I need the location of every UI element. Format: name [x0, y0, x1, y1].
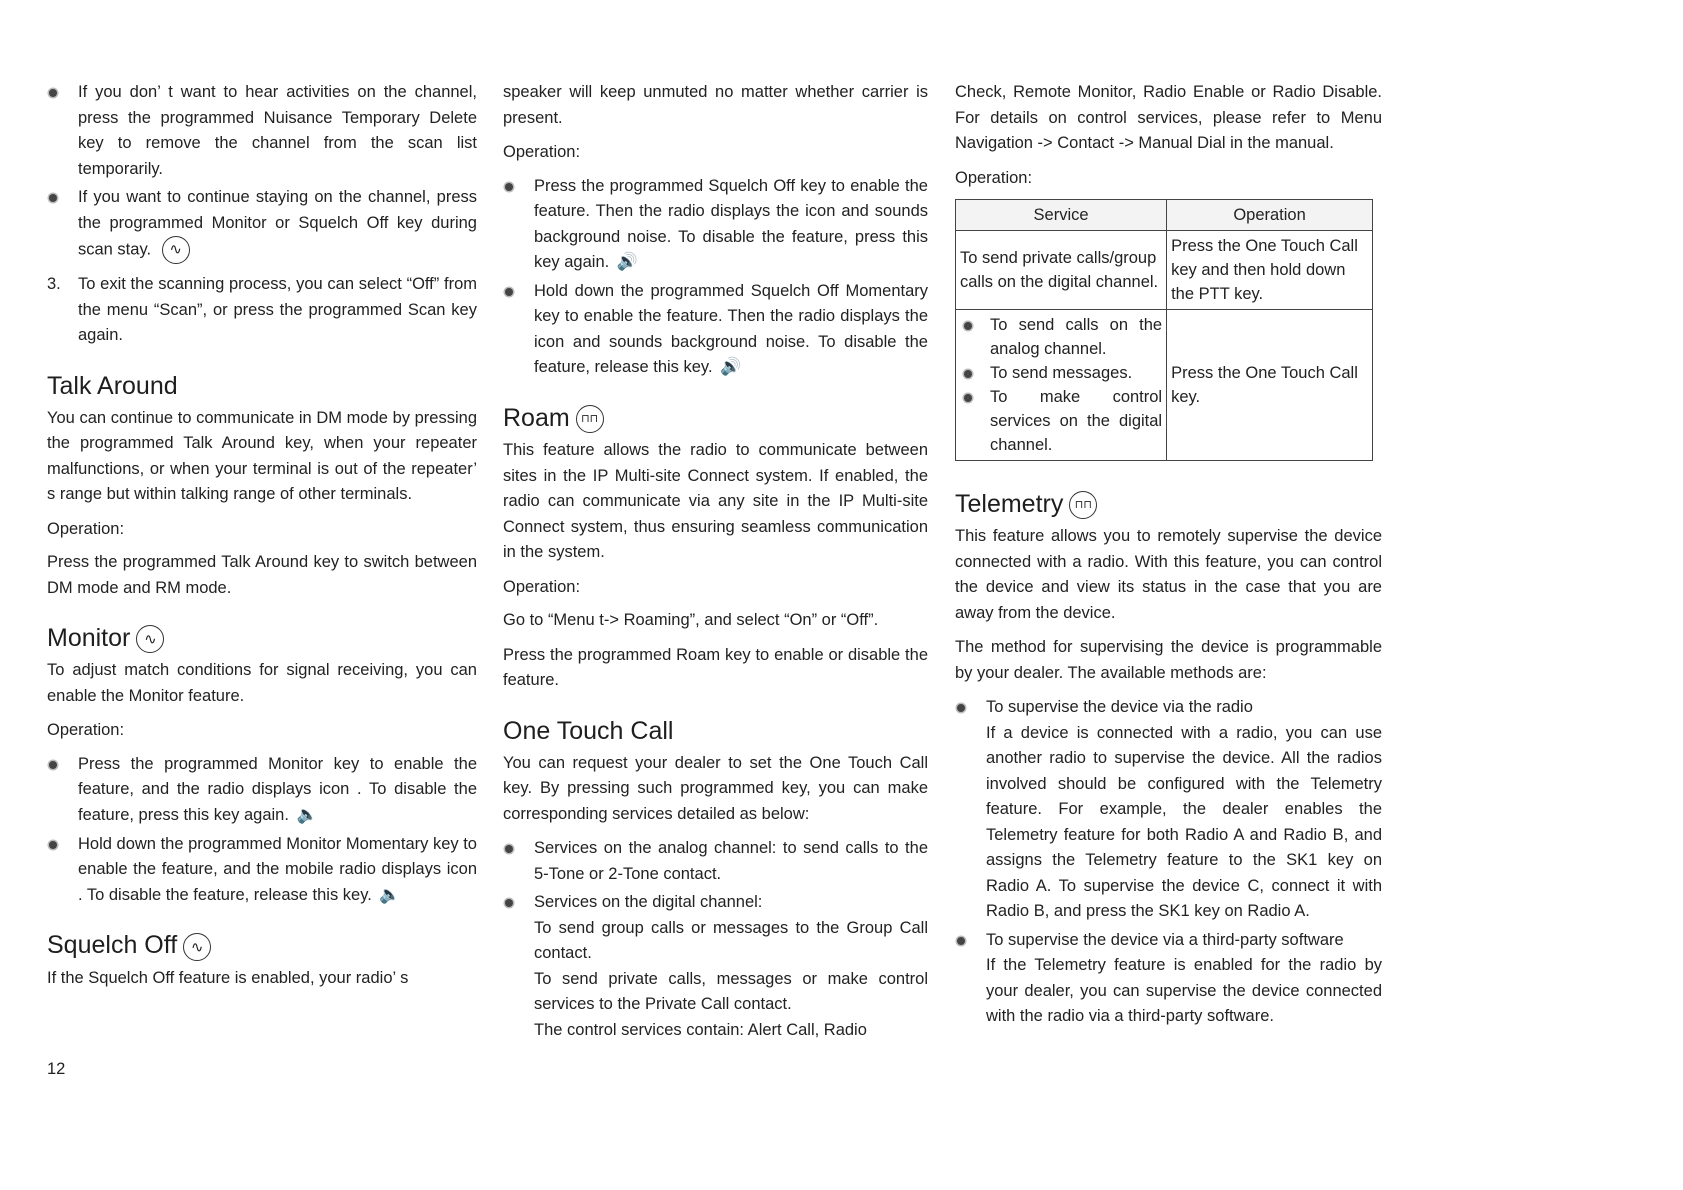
- table-cell-service: [956, 310, 1167, 461]
- bullet-icon: [49, 89, 57, 97]
- one-touch-digital-private: To send private calls, messages or make control services to the Private Call contact.: [534, 969, 928, 1014]
- bullet-icon: [957, 937, 965, 945]
- bullet-icon: [505, 845, 513, 853]
- list-item: To send calls on the analog channel.: [960, 313, 1162, 361]
- bullet-icon: [964, 394, 972, 402]
- list-item: To make control services on the digital channel.: [960, 385, 1162, 457]
- section-title-squelch-off: Squelch Off ∿: [47, 930, 477, 960]
- table-cell-service: To send private calls/group calls on the digital channel.: [956, 231, 1167, 310]
- list-item: [503, 174, 928, 276]
- list-item: [503, 890, 928, 1043]
- analog-wave-icon: ∿: [183, 933, 211, 961]
- speaker-icon: 🔈: [296, 804, 318, 825]
- bullet-icon: [49, 841, 57, 849]
- operation-label: Operation:: [503, 143, 581, 161]
- bullet-icon: [505, 288, 513, 296]
- talk-around-operation: Press the programmed Talk Around key to switch between DM mode and RM mode.: [47, 553, 477, 597]
- roam-op-menu: Go to “Menu t-> Roaming”, and select “On” or “Off”.: [503, 611, 879, 630]
- scan-bullet-monitor: If you want to continue staying on the channel, press the programmed Monitor or Squelch Off key during scan stay.: [78, 188, 477, 259]
- speaker-icon: 🔈: [379, 884, 401, 905]
- roam-op-key: Press the programmed Roam key to enable or disable the feature.: [503, 645, 928, 690]
- monitor-bullet-press: Press the programmed Monitor key to enable the feature, and the radio displays icon . To disable the feature, press this key again.: [78, 754, 477, 824]
- operation-label: Operation:: [47, 721, 125, 740]
- telemetry-method-radio-text: If a device is connected with a radio, you can use another radio to supervise the device. All the radios involved should be configured with the Telemetry feature. For example, the dealer enables the Telemetry feature for both Radio A and Radio B, and assigns the Telemetry feature to the SK1 key on Radio A. To supervise the device C, connect it with Radio B, and press the SK1 key on Radio A.: [986, 723, 1382, 921]
- one-touch-digital-control: The control services contain: Alert Call, Radio: [534, 1020, 867, 1039]
- analog-wave-icon: ∿: [136, 625, 164, 653]
- one-touch-continued: Check, Remote Monitor, Radio Enable or Radio Disable. For details on control services, please refer to Menu Navigation -> Contact -> Manual Dial in the manual.: [955, 83, 1382, 152]
- digital-pulse-icon: ⊓⊓: [1069, 491, 1097, 519]
- column-middle: [503, 80, 928, 1046]
- list-item: [503, 279, 928, 381]
- list-item: [503, 836, 928, 887]
- column-right: [955, 80, 1382, 1033]
- squelch-off-continued: speaker will keep unmuted no matter whether carrier is present.: [503, 83, 928, 127]
- table-row: [956, 200, 1373, 231]
- one-touch-table: [955, 199, 1373, 461]
- squelch-off-body: If the Squelch Off feature is enabled, your radio’ s: [47, 968, 409, 987]
- operation-label: Operation:: [503, 577, 581, 596]
- table-cell-operation: Press the One Touch Call key and then hold down the PTT key.: [1167, 231, 1373, 310]
- bullet-icon: [964, 322, 972, 330]
- bullet-icon: [505, 899, 513, 907]
- monitor-bullet-hold: Hold down the programmed Monitor Momentary key to enable the feature, and the mobile radio displays icon . To disable the feature, release this key.: [78, 834, 477, 904]
- list-item: [955, 695, 1382, 925]
- step-number: 3.: [47, 275, 61, 293]
- bullet-icon: [505, 183, 513, 191]
- bullet-icon: [49, 194, 57, 202]
- digital-pulse-icon: ⊓⊓: [576, 405, 604, 433]
- speaker-waves-icon: 🔊: [616, 252, 638, 272]
- telemetry-body: This feature allows you to remotely supervise the device connected with a radio. With this feature, you can control the device and view its status in the case that you are away from the device.: [955, 527, 1382, 622]
- table-header-service: Service: [956, 200, 1167, 231]
- list-item: [47, 185, 477, 264]
- scan-step-exit: To exit the scanning process, you can select “Off” from the menu “Scan”, or press the programmed Scan key again.: [78, 275, 477, 344]
- list-item: [47, 752, 477, 829]
- analog-wave-icon: ∿: [162, 236, 190, 264]
- monitor-body: To adjust match conditions for signal receiving, you can enable the Monitor feature.: [47, 661, 477, 705]
- telemetry-methods: The method for supervising the device is programmable by your dealer. The available methods are:: [955, 638, 1382, 682]
- scan-bullet-nuisance: If you don’ t want to hear activities on the channel, press the programmed Nuisance Temporary Delete key to remove the channel from the scan list temporarily.: [78, 83, 477, 178]
- squelch-bullet-hold: Hold down the programmed Squelch Off Momentary key to enable the feature. Then the radio displays the icon and sounds background noise. To disable the feature, release this key.: [534, 281, 928, 377]
- list-item: [47, 272, 477, 349]
- one-touch-analog: Services on the analog channel: to send calls to the 5-Tone or 2-Tone contact.: [534, 839, 928, 883]
- list-item: [955, 928, 1382, 1030]
- section-title-roam: Roam ⊓⊓: [503, 403, 928, 433]
- one-touch-body: You can request your dealer to set the One Touch Call key. By pressing such programmed key, you can make corresponding services detailed as below:: [503, 753, 928, 823]
- section-title-telemetry: Telemetry ⊓⊓: [955, 489, 1382, 519]
- squelch-bullet-press: Press the programmed Squelch Off key to enable the feature. Then the radio displays the icon and sounds background noise. To disable the feature, press this key again.: [534, 176, 928, 272]
- column-left: [47, 80, 477, 1000]
- bullet-icon: [957, 704, 965, 712]
- list-item: To send messages.: [960, 361, 1162, 385]
- one-touch-digital-group: To send group calls or messages to the Group Call contact.: [534, 918, 928, 963]
- bullet-icon: [49, 761, 57, 769]
- section-title-talk-around: Talk Around: [47, 371, 178, 400]
- table-header-operation: Operation: [1167, 200, 1373, 231]
- list-item: [47, 80, 477, 182]
- telemetry-method-radio-title: To supervise the device via the radio: [986, 698, 1253, 717]
- roam-body: This feature allows the radio to communicate between sites in the IP Multi-site Connect system. If enabled, the radio can communicate via any site in the IP Multi-site Connect system, thus ensuring seamless communication in the system.: [503, 441, 928, 562]
- list-item: [47, 832, 477, 909]
- talk-around-body: You can continue to communicate in DM mode by pressing the programmed Talk Around key, when your repeater malfunctions, or when your terminal is out of the repeater’ s range but within talking range of other terminals.: [47, 408, 477, 503]
- operation-label: Operation:: [47, 519, 125, 538]
- table-cell-operation: Press the One Touch Call key.: [1167, 310, 1373, 461]
- one-touch-digital-title: Services on the digital channel:: [534, 893, 763, 912]
- bullet-icon: [964, 370, 972, 378]
- page-number: 12: [47, 1060, 66, 1078]
- telemetry-method-software-text: If the Telemetry feature is enabled for the radio by your dealer, you can supervise the device connected with the radio via a third-party software.: [986, 956, 1382, 1026]
- section-title-monitor: Monitor ∿: [47, 623, 477, 653]
- telemetry-method-software-title: To supervise the device via a third-party software: [986, 930, 1344, 949]
- table-row: [956, 310, 1373, 461]
- speaker-waves-icon: 🔊: [720, 357, 742, 378]
- table-row: [956, 231, 1373, 310]
- operation-label: Operation:: [955, 168, 1033, 187]
- section-title-one-touch-call: One Touch Call: [503, 716, 674, 745]
